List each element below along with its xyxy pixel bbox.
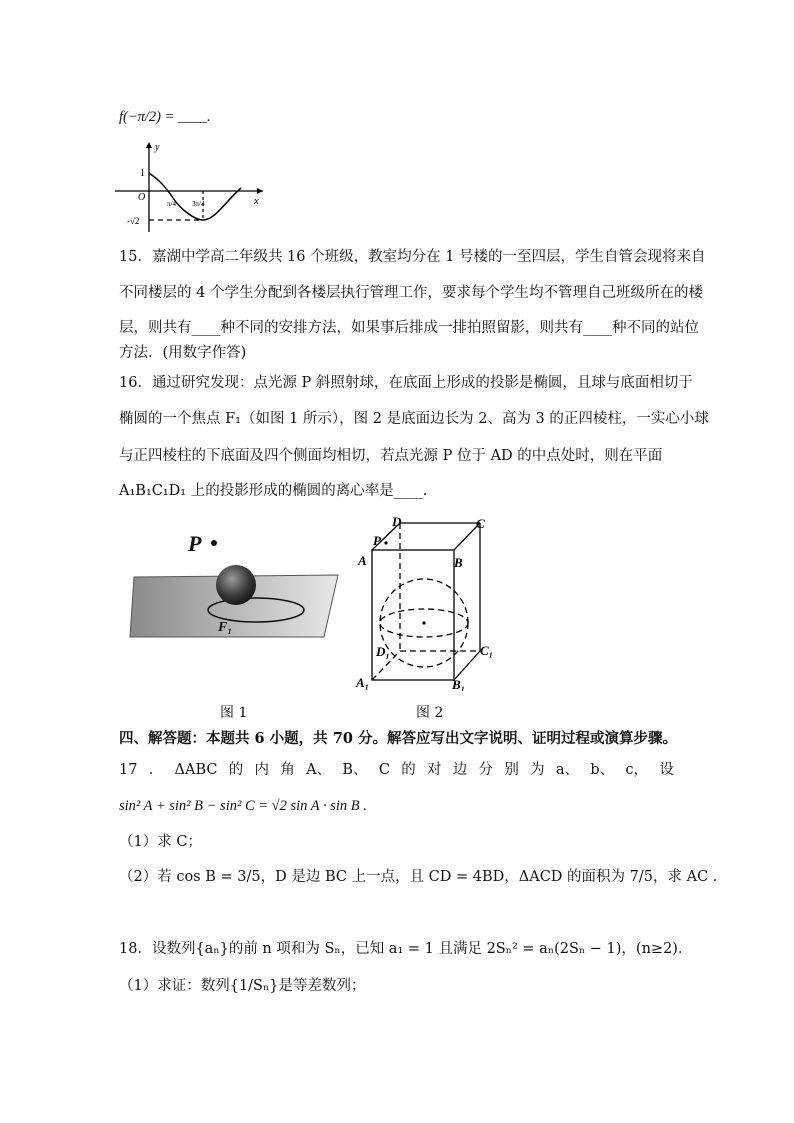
q17-word: 对 bbox=[426, 762, 442, 778]
q15-line2: 不同楼层的 4 个学生分配到各楼层执行管理工作，要求每个学生均不管理自己班级所在的楼 bbox=[119, 285, 703, 301]
q16-line1: 16．通过研究发现：点光源 P 斜照射球，在底面上形成的投影是椭圆，且球与底面相切于 bbox=[119, 375, 693, 391]
prism-front-face bbox=[372, 550, 454, 680]
q17-word: 分 bbox=[478, 762, 494, 778]
origin-label: O bbox=[138, 192, 146, 203]
q16-line3: 与正四棱柱的下底面及四个侧面均相切，若点光源 P 位于 AD 的中点处时，则在平面 bbox=[119, 448, 663, 464]
q17-word: 17 bbox=[119, 762, 138, 778]
q18-part1: （1）求证：数列{1/Sₙ}是等差数列； bbox=[119, 978, 366, 994]
sine-graph bbox=[115, 140, 265, 234]
y-label: y bbox=[155, 142, 160, 153]
section-heading: 四、解答题：本题共 6 小题，共 70 分。解答应写出文字说明、证明过程或演算步骤。 bbox=[119, 730, 677, 747]
label-F1: F₁ bbox=[218, 620, 233, 635]
q18-line1: 18．设数列{aₙ}的前 n 项和为 Sₙ，已知 a₁ = 1 且满足 2Sₙ² = aₙ(2Sₙ − 1)，(n≥2)． bbox=[119, 941, 693, 957]
point-P bbox=[384, 541, 387, 544]
figure-2 bbox=[352, 513, 497, 691]
q15-line4: 方法．(用数字作答) bbox=[119, 345, 247, 361]
q17-word: B、 bbox=[342, 762, 368, 778]
label-C1: C₁ bbox=[480, 643, 494, 658]
label-D: D bbox=[392, 514, 402, 529]
q14-tail-formula: f(−π/2) = ____. bbox=[119, 109, 211, 125]
x-arrow-icon bbox=[257, 188, 263, 194]
label-D1: D₁ bbox=[376, 644, 390, 659]
q17-word: ΔABC bbox=[174, 762, 218, 778]
q16-line4: A₁B₁C₁D₁ 上的投影形成的椭圆的离心率是____. bbox=[119, 483, 428, 499]
q17-part1: （1）求 C； bbox=[119, 834, 202, 850]
figure-1 bbox=[128, 525, 343, 645]
q15-line1: 15．嘉湖中学高二年级共 16 个班级，教室均分在 1 号楼的一至四层，学生自管会现将来自 bbox=[119, 249, 706, 265]
label-A: A bbox=[358, 553, 367, 568]
ball bbox=[216, 565, 256, 605]
q17-part2: （2）若 cos B = 3/5，D 是边 BC 上一点，且 CD = 4BD，ΔACD 的面积为 7/5，求 AC . bbox=[119, 869, 718, 885]
label-B1: B₁ bbox=[452, 677, 466, 691]
q17-word: 内 bbox=[254, 762, 270, 778]
label-P2: P bbox=[373, 533, 381, 548]
x-tick-b: 3π/4 bbox=[192, 200, 205, 208]
q17-word: A、 bbox=[306, 762, 332, 778]
q16-line2: 椭圆的一个焦点 F₁（如图 1 所示），图 2 是底面边长为 2、高为 3 的正四棱柱，一实心小球 bbox=[119, 411, 709, 427]
y-tick-1: 1 bbox=[140, 168, 145, 179]
figure-1-caption: 图 1 bbox=[220, 705, 248, 721]
label-A1: A₁ bbox=[356, 675, 370, 690]
q17-word: 为 bbox=[530, 762, 545, 778]
light-point bbox=[211, 540, 217, 546]
q17-word: b、 bbox=[590, 762, 615, 778]
q17-word: 边 bbox=[452, 762, 468, 778]
q17-word: 别 bbox=[504, 762, 519, 778]
q17-word: a、 bbox=[555, 762, 580, 778]
label-P: P bbox=[188, 531, 202, 556]
q17-word: 角 bbox=[280, 762, 295, 778]
q17-word: ． bbox=[148, 762, 164, 778]
q17-word: 的 bbox=[401, 762, 416, 778]
q17-word: C bbox=[378, 762, 390, 778]
label-C: C bbox=[476, 516, 485, 531]
y-arrow-icon bbox=[146, 142, 152, 148]
q17-word: 设 bbox=[659, 762, 674, 778]
q17-word: 的 bbox=[228, 762, 244, 778]
figure-2-caption: 图 2 bbox=[416, 705, 444, 721]
sine-curve bbox=[149, 173, 241, 220]
x-tick-a: π/4 bbox=[167, 200, 176, 208]
q15-line3: 层，则共有____种不同的安排方法，如果事后排成一排拍照留影，则共有____种不同的站位 bbox=[119, 320, 699, 336]
y-tick-neg: -√2 bbox=[127, 216, 140, 226]
sphere-center bbox=[422, 621, 425, 624]
q17-line1 bbox=[119, 760, 674, 780]
q17-formula: sin² A + sin² B − sin² C = √2 sin A · sin B . bbox=[119, 798, 367, 814]
label-B: B bbox=[454, 555, 463, 570]
q17-word: c， bbox=[625, 762, 649, 778]
x-label: x bbox=[254, 195, 259, 207]
